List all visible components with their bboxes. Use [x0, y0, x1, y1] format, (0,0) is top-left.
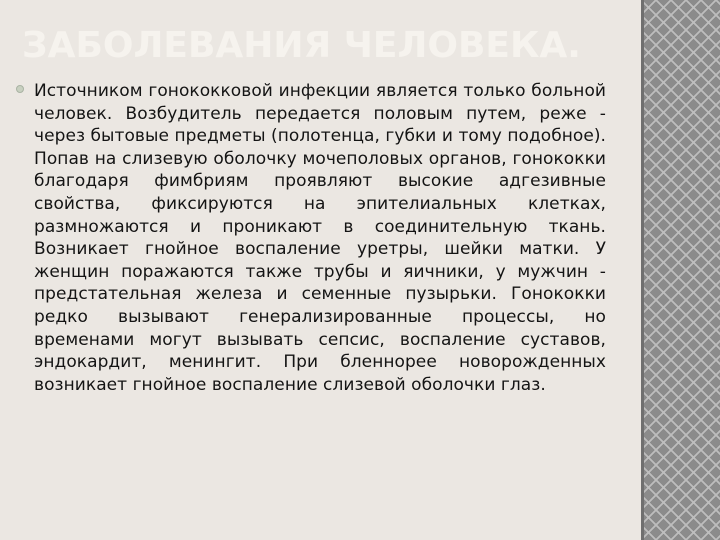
bullet-icon [16, 85, 24, 93]
slide-title: ЗАБОЛЕВАНИЯ ЧЕЛОВЕКА. [22, 25, 581, 66]
decorative-pattern-strip [641, 0, 720, 540]
slide-content [14, 80, 606, 396]
bullet-text: Источником гонококковой инфекции является только больной человек. Возбудитель передается половым путем, реже - через бытовые предметы (полотенца, губки и тому подобное). Попав на слизевую оболочку мочеполовых органов, гонококки благодаря фимбриям проявляют высокие адгезивные свойства, фиксируются на эпителиальных клетках, размножаются и проникают в соединительную ткань. Возникает гнойное воспаление уретры, шейки матки. У женщин поражаются также трубы и яичники, у мужчин - предстательная железа и семенные пузырьки. Гонококки редко вызывают генерализированные процессы, но временами могут вызывать сепсис, воспаление суставов, эндокардит, менингит. При бленнорее новорожденных возникает гнойное воспаление слизевой оболочки глаз. [34, 81, 606, 395]
bullet-item [14, 80, 606, 396]
strip-edge [641, 0, 644, 540]
